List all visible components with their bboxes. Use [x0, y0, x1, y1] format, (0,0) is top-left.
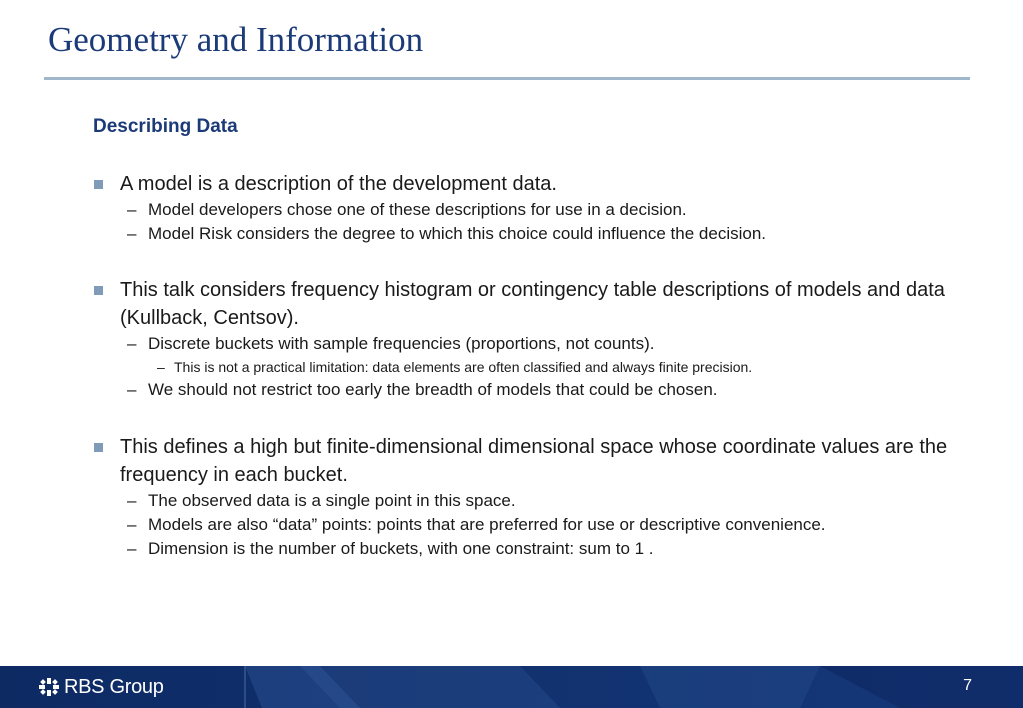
rbs-logo: [38, 674, 164, 700]
sub-bullet: [0, 513, 888, 537]
bullet-item: [0, 170, 1023, 246]
dash-marker: –: [127, 200, 137, 219]
sub-bullet: [0, 222, 888, 246]
square-bullet-icon: [94, 286, 103, 295]
sub-bullet: [0, 537, 888, 561]
sub-sub-bullet-text: This is not a practical limitation: data elements are often classified and always finite precision.: [174, 359, 753, 375]
sub-bullet: [0, 489, 888, 513]
dash-marker: –: [127, 515, 137, 534]
sub-bullet-text: Models are also “data” points: points that are preferred for use or descriptive convenience.: [148, 515, 826, 534]
sub-bullet-text: We should not restrict too early the breadth of models that could be chosen.: [148, 380, 718, 399]
bullet-label: A model is a description of the development data.: [120, 173, 557, 195]
slide-title: Geometry and Information: [48, 20, 424, 59]
dash-marker: –: [127, 491, 137, 510]
section-heading: Describing Data: [93, 116, 238, 137]
logo-text: RBS Group: [64, 675, 164, 698]
sub-bullet-text: The observed data is a single point in this space.: [148, 491, 516, 510]
dash-marker: –: [127, 539, 137, 558]
sub-bullet-text: Model Risk considers the degree to which this choice could influence the decision.: [148, 224, 767, 243]
page-number: 7: [963, 677, 972, 694]
title-divider: [44, 77, 970, 80]
sub-bullet: [0, 378, 888, 402]
sub-bullet: [0, 198, 888, 222]
sub-bullet-text: Discrete buckets with sample frequencies (proportions, not counts).: [148, 334, 655, 353]
square-bullet-icon: [94, 180, 103, 189]
daisy-wheel-icon: [38, 678, 60, 696]
bullet-item: [0, 433, 1023, 561]
bullet-text: [0, 276, 950, 332]
bullet-text: [0, 170, 950, 198]
bullet-text: [0, 433, 950, 489]
footer-bar: [0, 666, 1023, 708]
bullet-label: This talk considers frequency histogram or contingency table descriptions of models and data (Kullback, Centsov).: [120, 279, 945, 329]
bullet-label: This defines a high but finite-dimensional dimensional space whose coordinate values are the frequency in each bucket.: [120, 436, 948, 486]
dash-marker: –: [127, 334, 137, 353]
dash-marker: –: [127, 224, 137, 243]
square-bullet-icon: [94, 443, 103, 452]
sub-bullet: [0, 332, 888, 356]
sub-sub-bullet: [0, 356, 954, 378]
sub-bullet-text: Model developers chose one of these descriptions for use in a decision.: [148, 200, 687, 219]
sub-bullet-text: Dimension is the number of buckets, with one constraint: sum to 1 .: [148, 539, 654, 558]
dash-marker: –: [127, 380, 137, 399]
dash-marker: –: [157, 359, 165, 375]
bullet-item: [0, 276, 1023, 402]
